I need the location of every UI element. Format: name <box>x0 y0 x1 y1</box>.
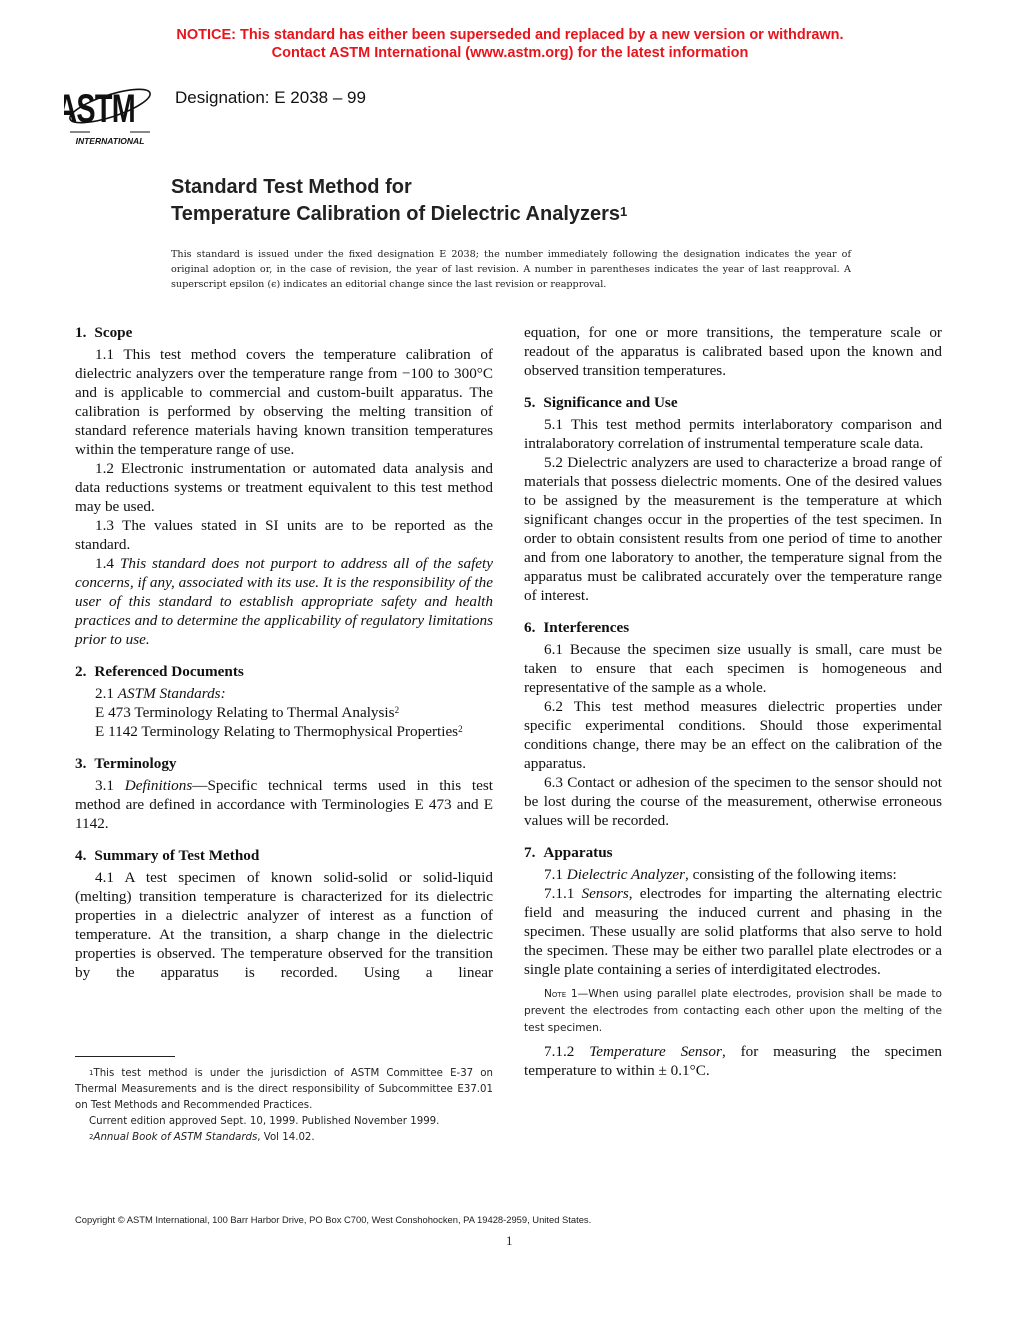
paragraph-4-1-continued: equation, for one or more transitions, the temperature scale or readout of the apparatus is calibrated based upon the known and observed transition temperatures. <box>524 324 942 379</box>
astm-logo-icon <box>64 76 164 148</box>
paragraph-7-1-2: 7.1.2 Temperature Sensor, for measuring the specimen temperature to within ± 0.1°C. <box>524 1043 943 1079</box>
paragraph-4-1: 4.1 A test specimen of known solid-solid or solid-liquid (melting) transition temperature is characterized for its dielectric properties in a dielectric analyzer of interest as a function of temperature. At the transition, a sharp change in the dielectric properties is observed. The temperature observed for the transition by the apparatus is recorded. Using a linear <box>75 869 493 981</box>
designation: Designation: E 2038 – 99 <box>175 88 366 107</box>
notice-line-1: NOTICE: This standard has either been superseded and replaced by a new version or withdrawn. <box>176 27 844 43</box>
footnote-1-edition: Current edition approved Sept. 10, 1999. Published November 1999. <box>89 1116 440 1127</box>
section-5-heading: 5. Significance and Use <box>524 394 678 411</box>
astm-international-logo <box>64 76 164 148</box>
issued-note: This standard is issued under the fixed designation E 2038; the number immediately following the designation indicates the year of original adoption or, in the case of revision, the year of last revision. A number in parentheses indicates the year of last reapproval. A superscript epsilon (ϵ) indicates an editorial change since the last revision or reapproval. <box>171 249 851 290</box>
footnotes <box>75 1066 493 1146</box>
paragraph-1-2: 1.2 Electronic instrumentation or automated data analysis and data reductions systems or treatment equivalent to this test method may be used. <box>75 460 493 515</box>
copyright-line: Copyright © ASTM International, 100 Barr Harbor Drive, PO Box C700, West Conshohocken, PA 19428-2959, United States. <box>75 1214 592 1225</box>
paragraph-2-1: 2.1 ASTM Standards: <box>95 685 226 702</box>
document-title <box>171 174 627 228</box>
paragraph-7-1-1: 7.1.1 Sensors, electrodes for imparting the alternating electric field and measuring the induced current and phasing in the specimen. These usually are solid platforms that also serve to hold the specimen. These may be either two parallel plate electrodes or a single plate containing a series of interdigitated electrodes. <box>524 885 942 978</box>
paragraph-7-1: 7.1 Dielectric Analyzer, consisting of the following items: <box>544 866 897 883</box>
title-line-2: Temperature Calibration of Dielectric Analyzers$^1$ <box>171 203 628 225</box>
paragraph-1-3: 1.3 The values stated in SI units are to be reported as the standard. <box>75 517 493 553</box>
footnote-1: $^1$This test method is under the jurisdiction of ASTM Committee E-37 on Thermal Measurements and is the direct responsibility of Subcommittee E37.01 on Test Methods and Recommended Practices. <box>75 1068 493 1111</box>
section-2-heading: 2. Referenced Documents <box>75 663 244 680</box>
title-line-1: Standard Test Method for <box>171 176 412 198</box>
paragraph-5-2: 5.2 Dielectric analyzers are used to characterize a broad range of materials that possess dielectric moments. One of the desired values to be assigned by the measurement is the temperature at which significant changes occur in the properties of the test specimen. In order to obtain consistent results from one period of time to another and from one laboratory to another, the temperature signal from the apparatus must be calibrated accurately over the temperature range of interest. <box>524 454 942 604</box>
paragraph-1-4: 1.4 This standard does not purport to address all of the safety concerns, if any, associated with its use. It is the responsibility of the user of this standard to establish appropriate safety and health practices and to determine the applicability of regulatory limitations prior to use. <box>75 555 494 648</box>
section-3-heading: 3. Terminology <box>75 755 177 772</box>
paragraph-6-3: 6.3 Contact or adhesion of the specimen to the sensor should not be lost during the course of the measurement, otherwise erroneous values will be recorded. <box>524 774 942 829</box>
paragraph-5-1: 5.1 This test method permits interlaboratory comparison and intralaboratory correlation of instrumental temperature scale data. <box>524 416 942 452</box>
referenced-document-e1142[interactable]: E 1142 Terminology Relating to Thermophysical Properties$^2$ <box>95 723 463 740</box>
footnote-divider <box>75 1056 175 1057</box>
svg-text:ASTM: ASTM <box>64 86 136 132</box>
section-1-heading: 1. Scope <box>75 324 133 341</box>
paragraph-1-1: 1.1 This test method covers the temperature calibration of dielectric analyzers over the temperature range from −100 to 300°C and is applicable to commercial and custom-built apparatus. The calibration is performed by observing the melting transition of standard reference materials having known transition temperatures within the temperature range of use. <box>75 346 493 458</box>
section-4-heading: 4. Summary of Test Method <box>75 847 260 864</box>
paragraph-6-1: 6.1 Because the specimen size usually is small, care must be taken to ensure that each specimen is homogeneous and representative of the sample as a whole. <box>524 641 942 696</box>
title-footnote-ref[interactable]: 1 <box>620 204 628 219</box>
referenced-document-e473[interactable]: E 473 Terminology Relating to Thermal Analysis$^2$ <box>95 704 400 721</box>
paragraph-6-2: 6.2 This test method measures dielectric properties under specific experimental conditions. Should those experimental conditions change, there may be an effect on the calibration of the apparatus. <box>524 698 942 772</box>
note-1: Note 1—When using parallel plate electrodes, provision shall be made to prevent the electrodes from contacting each other upon the melting of the test specimen. <box>524 988 942 1034</box>
section-6-heading: 6. Interferences <box>524 619 630 636</box>
paragraph-3-1: 3.1 Definitions—Specific technical terms used in this test method are defined in accordance with Terminologies E 473 and E 1142. <box>75 777 494 832</box>
right-column <box>524 323 942 1080</box>
svg-text:INTERNATIONAL: INTERNATIONAL <box>75 136 145 146</box>
superseded-notice <box>0 26 1020 62</box>
notice-line-2: Contact ASTM International (www.astm.org) for the latest information <box>271 45 749 61</box>
left-column <box>75 323 493 982</box>
page-number: 1 <box>506 1233 513 1248</box>
footnote-2: $^2$Annual Book of ASTM Standards, Vol 14.02. <box>89 1132 315 1143</box>
section-7-heading: 7. Apparatus <box>524 844 613 861</box>
